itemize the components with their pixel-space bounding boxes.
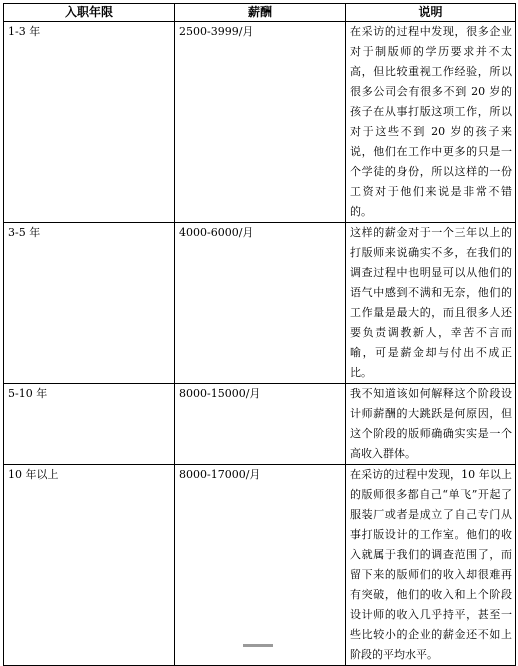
- period-cell: 1-3 年: [4, 22, 175, 223]
- period-cell: 5-10 年: [4, 384, 175, 465]
- description-cell: 在采访的过程中发现，10 年以上的版师很多都自己“单飞”开起了服装厂或者是成立了自己专门从事打版设计的工作室。他们的收入就属于我们的调查范围了，而留下来的版师们的收入却很难再有突破，他们的收入和上个阶段设计师的收入几乎持平，甚至一些比较小的企业的薪金还不如上阶段的平均水平。: [346, 465, 516, 666]
- header-row: [4, 4, 516, 22]
- header-period: 入职年限: [4, 4, 175, 22]
- description-cell: 我不知道该如何解释这个阶段设计师薪酬的大跳跃是何原因，但这个阶段的版师确确实实是一个高收入群体。: [346, 384, 516, 465]
- table-row: [4, 384, 516, 465]
- table-row: [4, 465, 516, 666]
- description-cell: 这样的薪金对于一个三年以上的打版师来说确实不多，在我们的调查过程中也明显可以从他们的语气中感到不满和无奈，他们的工作量是最大的，而且很多人还要负责调教新人，幸苦不言而喻，可是薪金却与付出不成正比。: [346, 223, 516, 384]
- table-row: [4, 22, 516, 223]
- description-cell: 在采访的过程中发现，很多企业对于制版师的学历要求并不太高，但比较重视工作经验，所以很多公司会有很多不到 20 岁的孩子在从事打版这项工作，所以对于这些不到 20 岁的孩子来说，他们在工作中更多的只是一个学徒的身份，所以这样的一份工资对于他们来说是非常不错的。: [346, 22, 516, 223]
- salary-cell: 8000-15000/月: [175, 384, 346, 465]
- header-salary: 薪酬: [175, 4, 346, 22]
- salary-cell: 4000-6000/月: [175, 223, 346, 384]
- period-cell: 10 年以上: [4, 465, 175, 666]
- salary-table: [3, 3, 516, 666]
- header-description: 说明: [346, 4, 516, 22]
- salary-cell: 2500-3999/月: [175, 22, 346, 223]
- period-cell: 3-5 年: [4, 223, 175, 384]
- salary-cell: 8000-17000/月: [175, 465, 346, 666]
- table-row: [4, 223, 516, 384]
